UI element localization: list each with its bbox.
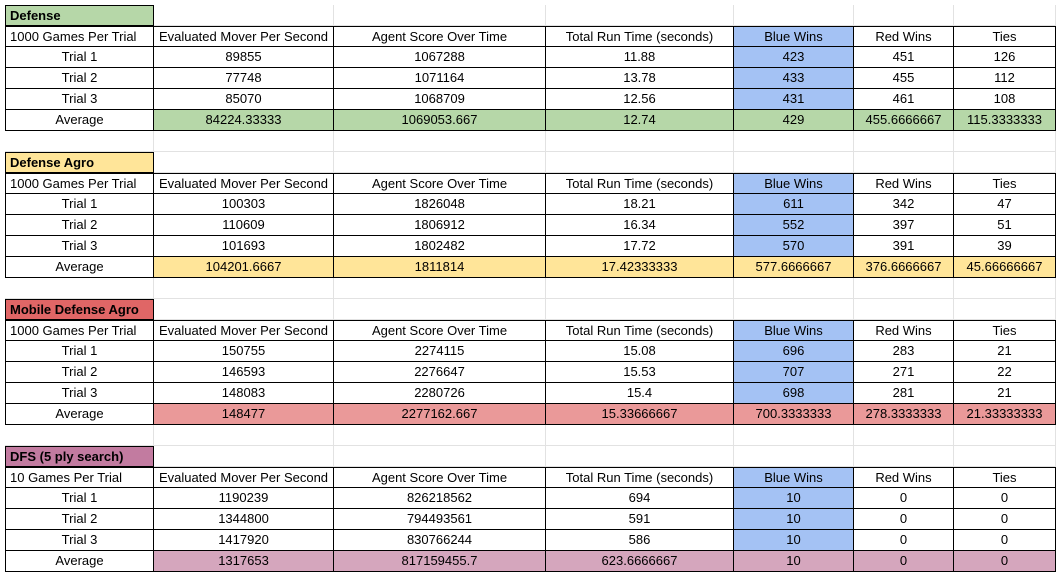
table-cell[interactable]: 12.56 xyxy=(546,89,734,110)
table-cell[interactable]: 423 xyxy=(734,47,854,68)
column-header[interactable]: Agent Score Over Time xyxy=(334,320,546,341)
table-cell[interactable]: 18.21 xyxy=(546,194,734,215)
table-cell[interactable]: 10 xyxy=(734,509,854,530)
trial-label[interactable]: Trial 1 xyxy=(5,341,154,362)
column-header[interactable]: Red Wins xyxy=(854,320,954,341)
table-cell[interactable]: 830766244 xyxy=(334,530,546,551)
table-cell[interactable]: 283 xyxy=(854,341,954,362)
empty-cell xyxy=(734,299,854,320)
empty-cell xyxy=(546,278,734,299)
table-cell[interactable]: 89855 xyxy=(154,47,334,68)
empty-cell xyxy=(954,152,1056,173)
column-header[interactable]: Red Wins xyxy=(854,467,954,488)
table-cell[interactable]: 431 xyxy=(734,89,854,110)
table-cell[interactable]: 1802482 xyxy=(334,236,546,257)
table-cell[interactable]: 0 xyxy=(854,509,954,530)
table-cell[interactable]: 15.4 xyxy=(546,383,734,404)
table-cell[interactable]: 1826048 xyxy=(334,194,546,215)
table-cell[interactable]: 0 xyxy=(854,530,954,551)
table-cell[interactable]: 1344800 xyxy=(154,509,334,530)
column-header[interactable]: Red Wins xyxy=(854,26,954,47)
trial-label[interactable]: Trial 3 xyxy=(5,89,154,110)
trial-label[interactable]: Trial 2 xyxy=(5,509,154,530)
table-cell[interactable]: 15.53 xyxy=(546,362,734,383)
table-cell[interactable]: 611 xyxy=(734,194,854,215)
empty-cell xyxy=(334,5,546,26)
empty-cell xyxy=(546,5,734,26)
table-cell[interactable]: 433 xyxy=(734,68,854,89)
table-cell[interactable]: 101693 xyxy=(154,236,334,257)
empty-cell xyxy=(734,278,854,299)
table-cell[interactable]: 1071164 xyxy=(334,68,546,89)
table-cell[interactable]: 15.08 xyxy=(546,341,734,362)
table-cell[interactable]: 0 xyxy=(954,509,1056,530)
column-header[interactable]: Evaluated Mover Per Second xyxy=(154,173,334,194)
column-header[interactable]: Ties xyxy=(954,467,1056,488)
average-cell[interactable]: 376.6666667 xyxy=(854,257,954,278)
table-cell[interactable]: 112 xyxy=(954,68,1056,89)
column-header[interactable]: Agent Score Over Time xyxy=(334,467,546,488)
table-cell[interactable]: 826218562 xyxy=(334,488,546,509)
table-cell[interactable]: 1068709 xyxy=(334,89,546,110)
table-cell[interactable]: 51 xyxy=(954,215,1056,236)
empty-cell xyxy=(954,446,1056,467)
average-cell[interactable]: 12.74 xyxy=(546,110,734,131)
column-header[interactable]: Total Run Time (seconds) xyxy=(546,173,734,194)
empty-cell xyxy=(5,425,154,446)
games-per-trial-header[interactable]: 10 Games Per Trial xyxy=(5,467,154,488)
trial-label[interactable]: Trial 2 xyxy=(5,215,154,236)
average-cell[interactable]: 1069053.667 xyxy=(334,110,546,131)
empty-cell xyxy=(954,299,1056,320)
column-header[interactable]: Blue Wins xyxy=(734,173,854,194)
table-cell[interactable]: 1067288 xyxy=(334,47,546,68)
table-cell[interactable]: 10 xyxy=(734,530,854,551)
table-cell[interactable]: 451 xyxy=(854,47,954,68)
table-cell[interactable]: 698 xyxy=(734,383,854,404)
table-cell[interactable]: 342 xyxy=(854,194,954,215)
empty-cell xyxy=(954,5,1056,26)
table-cell[interactable]: 455 xyxy=(854,68,954,89)
empty-cell xyxy=(854,446,954,467)
trial-label[interactable]: Trial 1 xyxy=(5,194,154,215)
average-cell[interactable]: 0 xyxy=(854,551,954,572)
empty-cell xyxy=(954,425,1056,446)
empty-cell xyxy=(954,131,1056,152)
empty-cell xyxy=(734,425,854,446)
table-cell[interactable]: 2274115 xyxy=(334,341,546,362)
table-cell[interactable]: 126 xyxy=(954,47,1056,68)
empty-cell xyxy=(5,131,154,152)
average-label[interactable]: Average xyxy=(5,551,154,572)
table-cell[interactable]: 2280726 xyxy=(334,383,546,404)
trial-label[interactable]: Trial 3 xyxy=(5,383,154,404)
column-header[interactable]: Ties xyxy=(954,173,1056,194)
empty-cell xyxy=(854,131,954,152)
average-cell[interactable]: 700.3333333 xyxy=(734,404,854,425)
table-cell[interactable]: 570 xyxy=(734,236,854,257)
column-header[interactable]: Agent Score Over Time xyxy=(334,173,546,194)
average-cell[interactable]: 2277162.667 xyxy=(334,404,546,425)
table-cell[interactable]: 13.78 xyxy=(546,68,734,89)
empty-cell xyxy=(854,152,954,173)
empty-cell xyxy=(154,425,334,446)
average-cell[interactable]: 1317653 xyxy=(154,551,334,572)
column-header[interactable]: Red Wins xyxy=(854,173,954,194)
table-cell[interactable]: 552 xyxy=(734,215,854,236)
table-cell[interactable]: 21 xyxy=(954,341,1056,362)
table-cell[interactable]: 1417920 xyxy=(154,530,334,551)
empty-cell xyxy=(334,446,546,467)
empty-cell xyxy=(334,152,546,173)
table-cell[interactable]: 591 xyxy=(546,509,734,530)
table-cell[interactable]: 85070 xyxy=(154,89,334,110)
average-cell[interactable]: 17.42333333 xyxy=(546,257,734,278)
empty-cell xyxy=(154,5,334,26)
games-per-trial-header[interactable]: 1000 Games Per Trial xyxy=(5,26,154,47)
average-cell[interactable]: 623.6666667 xyxy=(546,551,734,572)
empty-cell xyxy=(854,425,954,446)
empty-cell xyxy=(334,425,546,446)
trial-label[interactable]: Trial 2 xyxy=(5,362,154,383)
empty-cell xyxy=(5,278,154,299)
empty-cell xyxy=(954,278,1056,299)
table-cell[interactable]: 0 xyxy=(954,488,1056,509)
column-header[interactable]: Blue Wins xyxy=(734,467,854,488)
trial-label[interactable]: Trial 1 xyxy=(5,488,154,509)
table-cell[interactable]: 146593 xyxy=(154,362,334,383)
table-cell[interactable]: 1806912 xyxy=(334,215,546,236)
empty-cell xyxy=(546,299,734,320)
table-cell[interactable]: 461 xyxy=(854,89,954,110)
table-cell[interactable]: 21 xyxy=(954,383,1056,404)
table-cell[interactable]: 39 xyxy=(954,236,1056,257)
column-header[interactable]: Total Run Time (seconds) xyxy=(546,26,734,47)
table-cell[interactable]: 694 xyxy=(546,488,734,509)
empty-cell xyxy=(154,446,334,467)
average-label[interactable]: Average xyxy=(5,110,154,131)
table-cell[interactable]: 47 xyxy=(954,194,1056,215)
table-cell[interactable]: 22 xyxy=(954,362,1056,383)
average-cell[interactable]: 21.33333333 xyxy=(954,404,1056,425)
average-label[interactable]: Average xyxy=(5,257,154,278)
section-title[interactable]: Defense Agro xyxy=(5,152,154,173)
average-cell[interactable]: 45.66666667 xyxy=(954,257,1056,278)
average-cell[interactable]: 10 xyxy=(734,551,854,572)
average-cell[interactable]: 115.3333333 xyxy=(954,110,1056,131)
empty-cell xyxy=(154,152,334,173)
table-cell[interactable]: 17.72 xyxy=(546,236,734,257)
table-cell[interactable]: 281 xyxy=(854,383,954,404)
table-cell[interactable]: 110609 xyxy=(154,215,334,236)
table-cell[interactable]: 150755 xyxy=(154,341,334,362)
table-cell[interactable]: 11.88 xyxy=(546,47,734,68)
table-cell[interactable]: 2276647 xyxy=(334,362,546,383)
empty-cell xyxy=(154,278,334,299)
empty-cell xyxy=(546,425,734,446)
empty-cell xyxy=(854,5,954,26)
average-cell[interactable]: 577.6666667 xyxy=(734,257,854,278)
table-cell[interactable]: 10 xyxy=(734,488,854,509)
table-cell[interactable]: 1190239 xyxy=(154,488,334,509)
column-header[interactable]: Evaluated Mover Per Second xyxy=(154,467,334,488)
average-cell[interactable]: 1811814 xyxy=(334,257,546,278)
average-cell[interactable]: 148477 xyxy=(154,404,334,425)
empty-cell xyxy=(546,152,734,173)
empty-cell xyxy=(334,131,546,152)
column-header[interactable]: Evaluated Mover Per Second xyxy=(154,320,334,341)
empty-cell xyxy=(154,131,334,152)
trial-label[interactable]: Trial 2 xyxy=(5,68,154,89)
table-cell[interactable]: 77748 xyxy=(154,68,334,89)
average-cell[interactable]: 278.3333333 xyxy=(854,404,954,425)
column-header[interactable]: Agent Score Over Time xyxy=(334,26,546,47)
table-cell[interactable]: 148083 xyxy=(154,383,334,404)
table-cell[interactable]: 271 xyxy=(854,362,954,383)
section-title[interactable]: DFS (5 ply search) xyxy=(5,446,154,467)
empty-cell xyxy=(734,5,854,26)
table-cell[interactable]: 391 xyxy=(854,236,954,257)
table-cell[interactable]: 696 xyxy=(734,341,854,362)
section-title[interactable]: Defense xyxy=(5,5,154,26)
games-per-trial-header[interactable]: 1000 Games Per Trial xyxy=(5,320,154,341)
column-header[interactable]: Blue Wins xyxy=(734,26,854,47)
average-cell[interactable]: 429 xyxy=(734,110,854,131)
games-per-trial-header[interactable]: 1000 Games Per Trial xyxy=(5,173,154,194)
average-cell[interactable]: 817159455.7 xyxy=(334,551,546,572)
column-header[interactable]: Total Run Time (seconds) xyxy=(546,320,734,341)
average-cell[interactable]: 104201.6667 xyxy=(154,257,334,278)
empty-cell xyxy=(154,299,334,320)
empty-cell xyxy=(854,299,954,320)
table-cell[interactable]: 108 xyxy=(954,89,1056,110)
section-title[interactable]: Mobile Defense Agro xyxy=(5,299,154,320)
empty-cell xyxy=(734,152,854,173)
table-cell[interactable]: 100303 xyxy=(154,194,334,215)
column-header[interactable]: Evaluated Mover Per Second xyxy=(154,26,334,47)
trial-label[interactable]: Trial 1 xyxy=(5,47,154,68)
empty-cell xyxy=(334,299,546,320)
empty-cell xyxy=(334,278,546,299)
trial-label[interactable]: Trial 3 xyxy=(5,530,154,551)
table-cell[interactable]: 707 xyxy=(734,362,854,383)
table-cell[interactable]: 397 xyxy=(854,215,954,236)
table-cell[interactable]: 16.34 xyxy=(546,215,734,236)
column-header[interactable]: Ties xyxy=(954,320,1056,341)
empty-cell xyxy=(546,131,734,152)
average-cell[interactable]: 0 xyxy=(954,551,1056,572)
table-cell[interactable]: 0 xyxy=(854,488,954,509)
column-header[interactable]: Total Run Time (seconds) xyxy=(546,467,734,488)
empty-cell xyxy=(734,446,854,467)
average-label[interactable]: Average xyxy=(5,404,154,425)
trial-label[interactable]: Trial 3 xyxy=(5,236,154,257)
table-cell[interactable]: 794493561 xyxy=(334,509,546,530)
average-cell[interactable]: 84224.33333 xyxy=(154,110,334,131)
empty-cell xyxy=(734,131,854,152)
average-cell[interactable]: 15.33666667 xyxy=(546,404,734,425)
column-header[interactable]: Blue Wins xyxy=(734,320,854,341)
average-cell[interactable]: 455.6666667 xyxy=(854,110,954,131)
empty-cell xyxy=(546,446,734,467)
empty-cell xyxy=(854,278,954,299)
table-cell[interactable]: 0 xyxy=(954,530,1056,551)
column-header[interactable]: Ties xyxy=(954,26,1056,47)
table-cell[interactable]: 586 xyxy=(546,530,734,551)
